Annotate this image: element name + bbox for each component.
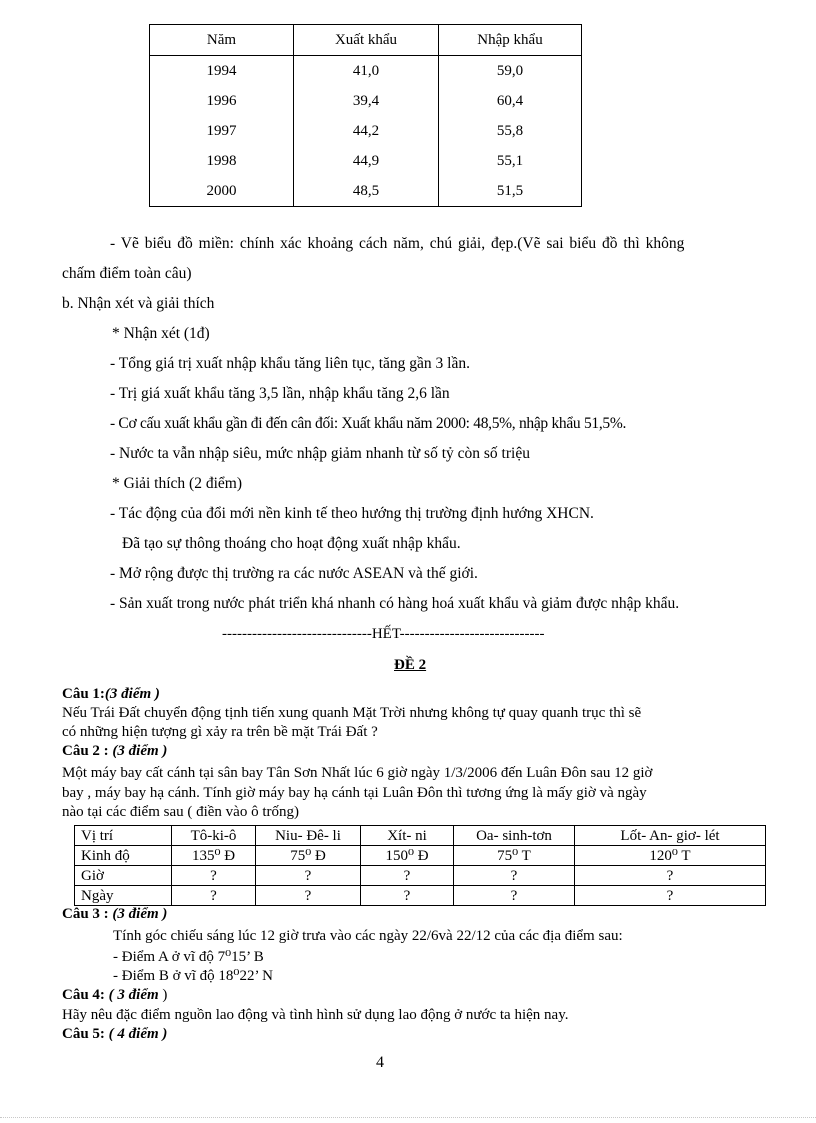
comment-line: - Cơ cấu xuất khẩu gần đi đến cân đối: Xuất khẩu năm 2000: 48,5%, nhập khẩu 51,5%. [110,415,627,432]
day-cell[interactable]: ? [361,886,454,906]
cell-year: 2000 [150,176,294,207]
question-2-text: bay , máy bay hạ cánh. Tính giờ máy bay hạ cánh tại Luân Đôn thì tương ứng là mấy giờ và ngày [62,785,647,801]
header-import: Nhập khẩu [439,25,582,56]
longitude-cell: 75⁰ T [454,846,575,866]
comment-line: - Trị giá xuất khẩu tăng 3,5 lần, nhập khẩu tăng 2,6 lần [110,385,450,402]
cell-export: 48,5 [294,176,439,207]
question-points-close: ) [162,987,168,1003]
day-cell[interactable]: ? [575,886,766,906]
explain-line: - Mở rộng được thị trường ra các nước ASEAN và thế giới. [110,565,478,582]
question-label: Câu 3 : [62,906,109,922]
exam-title: ĐỀ 2 [394,657,427,673]
cell-year: 1998 [150,146,294,176]
hour-cell[interactable]: ? [454,866,575,886]
page-number: 4 [376,1054,384,1071]
question-2-text: nào tại các điểm sau ( điền vào ô trống) [62,804,299,820]
comment-heading: * Nhận xét (1đ) [112,325,210,342]
row-label: Giờ [75,866,172,886]
question-3-text: Tính góc chiếu sáng lúc 12 giờ trưa vào các ngày 22/6và 22/12 của các địa điểm sau: [113,928,623,944]
question-1-text: Nếu Trái Đất chuyển động tịnh tiến xung quanh Mặt Trời nhưng không tự quay quanh trục thì sẽ [62,705,642,721]
question-2-heading [62,743,167,760]
page-bottom-divider [0,1117,816,1118]
row-label: Kinh độ [75,846,172,866]
table-row [150,146,582,176]
question-label: Câu 5: [62,1026,105,1042]
table-header-row [150,25,582,56]
explain-heading: * Giải thích (2 điểm) [112,475,242,492]
table-row [150,176,582,207]
question-3-heading [62,906,167,923]
table-row [75,846,766,866]
header-city: Niu- Đê- li [256,826,361,846]
timezone-table [74,825,766,906]
question-4-text: Hãy nêu đặc điểm nguồn lao động và tình hình sử dụng lao động ở nước ta hiện nay. [62,1007,569,1023]
comment-line: - Nước ta vẫn nhập siêu, mức nhập giảm nhanh từ số tỷ còn số triệu [110,445,530,462]
hour-cell[interactable]: ? [361,866,454,886]
longitude-cell: 135⁰ Đ [172,846,256,866]
day-cell[interactable]: ? [454,886,575,906]
question-3-text: - Điểm A ở vĩ độ 7⁰15’ B [113,949,264,965]
header-year: Năm [150,25,294,56]
cell-export: 44,9 [294,146,439,176]
cell-year: 1997 [150,116,294,146]
end-marker: ------------------------------HẾT----------------------------- [222,626,545,642]
table-row [75,886,766,906]
cell-import: 51,5 [439,176,582,207]
cell-import: 55,1 [439,146,582,176]
table-row [75,866,766,886]
question-points: ( 4 điểm ) [108,1026,168,1042]
question-2-text: Một máy bay cất cánh tại sân bay Tân Sơn Nhất lúc 6 giờ ngày 1/3/2006 đến Luân Đôn sau 12 giờ [62,765,653,781]
question-1-heading [62,686,160,703]
hour-cell[interactable]: ? [575,866,766,886]
question-5-heading [62,1026,167,1043]
question-label: Câu 4: [62,987,105,1003]
question-1-text: có những hiện tượng gì xảy ra trên bề mặt Trái Đất ? [62,724,378,740]
day-cell[interactable]: ? [256,886,361,906]
longitude-cell: 120⁰ T [575,846,766,866]
question-points: (3 điểm ) [112,743,168,759]
table-row [150,116,582,146]
cell-year: 1994 [150,56,294,87]
hour-cell[interactable]: ? [256,866,361,886]
header-export: Xuất khẩu [294,25,439,56]
question-3-text: - Điểm B ở vĩ độ 18⁰22’ N [113,968,273,984]
question-points: ( 3 điểm [108,987,159,1003]
cell-import: 55,8 [439,116,582,146]
question-points: (3 điểm ) [112,906,168,922]
cell-import: 59,0 [439,56,582,87]
question-4-heading [62,987,167,1004]
table-row [150,56,582,87]
question-points: (3 điểm ) [104,686,160,702]
header-city: Lốt- An- giơ- lét [575,826,766,846]
cell-export: 39,4 [294,86,439,116]
explain-line: - Sản xuất trong nước phát triển khá nhanh có hàng hoá xuất khẩu và giảm được nhập khẩu. [110,595,680,612]
question-label: Câu 1: [62,686,105,702]
longitude-cell: 75⁰ Đ [256,846,361,866]
cell-export: 41,0 [294,56,439,87]
hour-cell[interactable]: ? [172,866,256,886]
cell-year: 1996 [150,86,294,116]
header-city: Tô-ki-ô [172,826,256,846]
explain-line: Đã tạo sự thông thoáng cho hoạt động xuất nhập khẩu. [122,535,461,552]
row-label: Ngày [75,886,172,906]
header-city: Xít- ni [361,826,454,846]
cell-export: 44,2 [294,116,439,146]
question-label: Câu 2 : [62,743,109,759]
explain-line: - Tác động của đổi mới nền kinh tế theo hướng thị trường định hướng XHCN. [110,505,594,522]
part-a-line-1: - Vẽ biểu đồ miền: chính xác khoảng cách năm, chú giải, đẹp.(Vẽ sai biểu đồ thì không [110,235,685,252]
part-a-line-2: chấm điểm toàn câu) [62,265,192,282]
table-row [150,86,582,116]
header-location: Vị trí [75,826,172,846]
trade-table [149,24,582,207]
part-b-heading: b. Nhận xét và giải thích [62,295,215,312]
day-cell[interactable]: ? [172,886,256,906]
longitude-cell: 150⁰ Đ [361,846,454,866]
cell-import: 60,4 [439,86,582,116]
header-city: Oa- sinh-tơn [454,826,575,846]
table-header-row [75,826,766,846]
comment-line: - Tổng giá trị xuất nhập khẩu tăng liên tục, tăng gần 3 lần. [110,355,470,372]
